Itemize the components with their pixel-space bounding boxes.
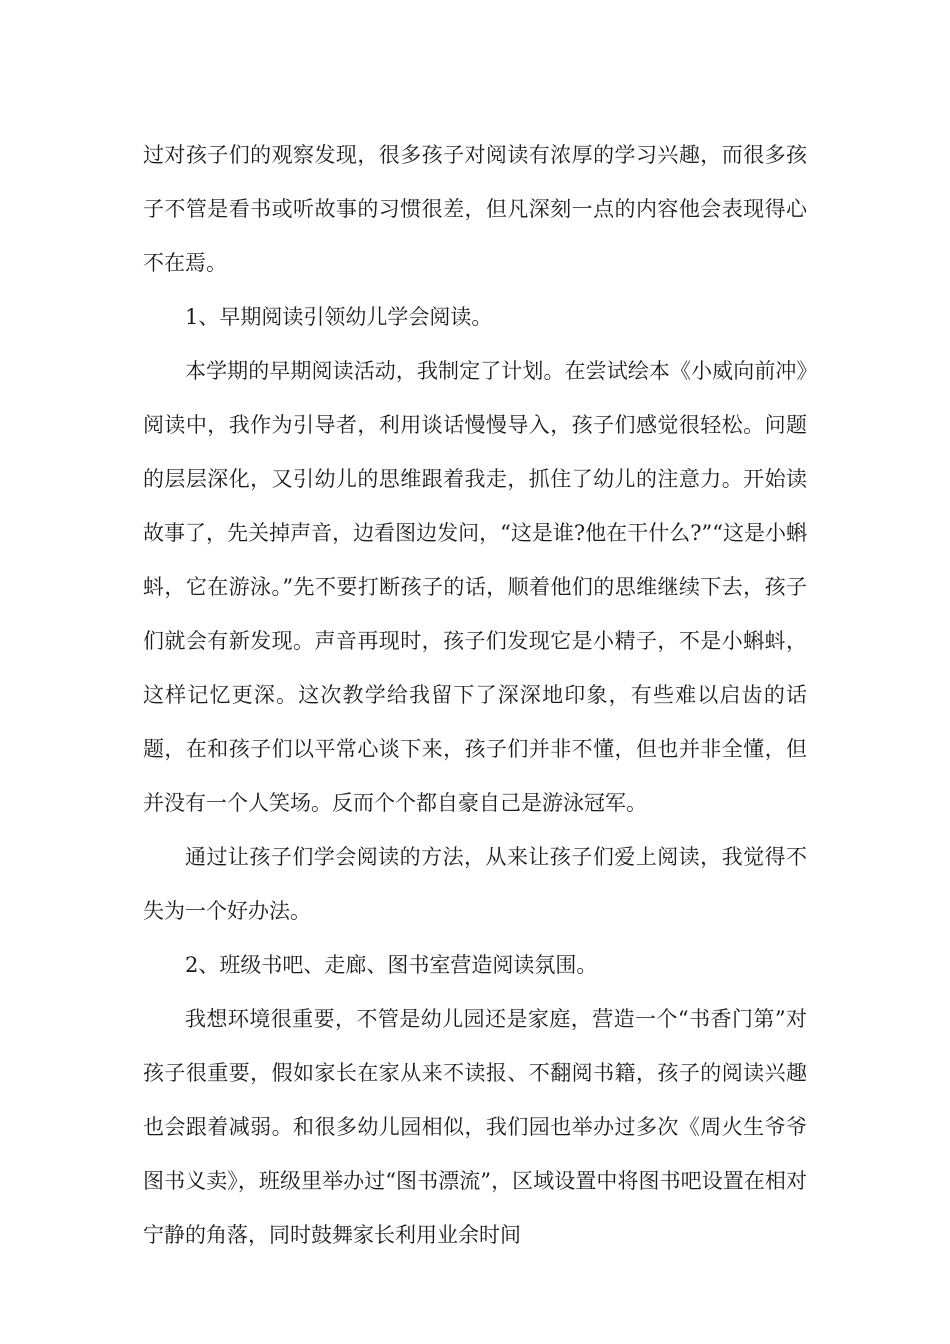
section-heading-2: 2、班级书吧、走廊、图书室营造阅读氛围。 (185, 953, 598, 977)
document-body (143, 128, 807, 1262)
paragraph-3: 通过让孩子们学会阅读的方法，从来让孩子们爱上阅读，我觉得不失为一个好办法。 (143, 845, 807, 923)
paragraph-4: 我想环境很重要，不管是幼儿园还是家庭，营造一个“书香门第”对孩子很重要，假如家长在家从来不读报、不翻阅书籍，孩子的阅读兴趣也会跟着减弱。和很多幼儿园相似，我们园也举办过多次《周火生爷爷图书义卖》，班级里举办过“图书漂流”，区域设置中将图书吧设置在相对宁静的角落，同时鼓舞家长利用业余时间 (143, 1007, 807, 1247)
paragraph-1: 过对孩子们的观察发现，很多孩子对阅读有浓厚的学习兴趣，而很多孩子不管是看书或听故事的习惯很差，但凡深刻一点的内容他会表现得心不在焉。 (143, 143, 807, 275)
paragraph-2: 本学期的早期阅读活动，我制定了计划。在尝试绘本《小威向前冲》阅读中，我作为引导者，利用谈话慢慢导入，孩子们感觉很轻松。问题的层层深化，又引幼儿的思维跟着我走，抓住了幼儿的注意力。开始读故事了，先关掉声音，边看图边发问，“这是谁?他在干什么?”“这是小蝌蚪，它在游泳。”先不要打断孩子的话，顺着他们的思维继续下去，孩子们就会有新发现。声音再现时，孩子们发现它是小精子，不是小蝌蚪，这样记忆更深。这次教学给我留下了深深地印象，有些难以启齿的话题，在和孩子们以平常心谈下来，孩子们并非不懂，但也并非全懂，但并没有一个人笑场。反而个个都自豪自己是游泳冠军。 (143, 359, 807, 815)
section-heading-1: 1、早期阅读引领幼儿学会阅读。 (185, 305, 493, 329)
